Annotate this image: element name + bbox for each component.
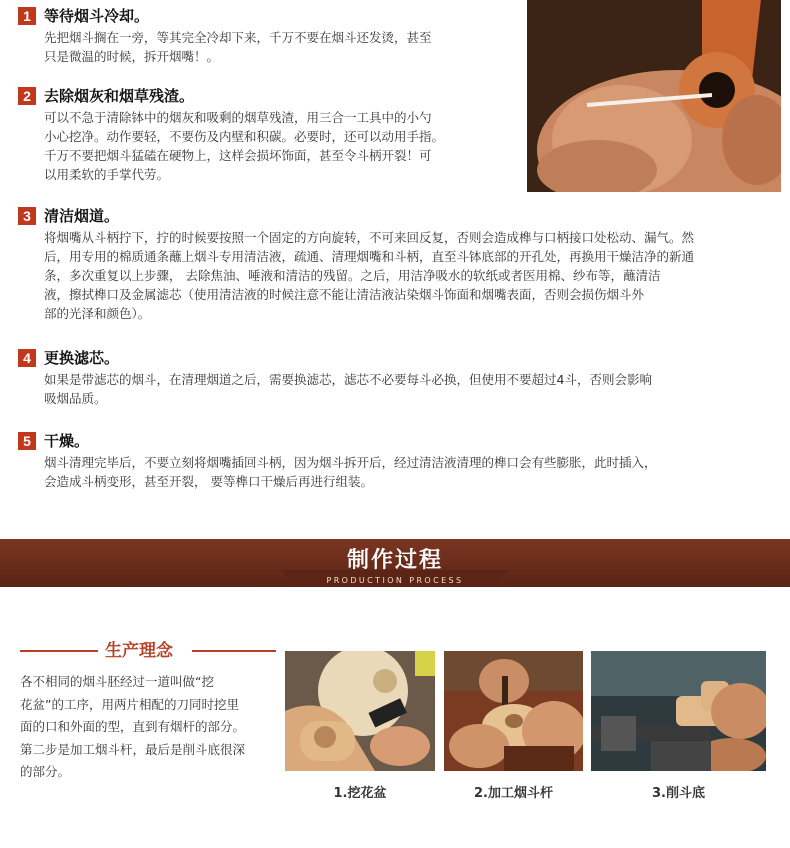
bottom-shaving-illustration (591, 651, 766, 771)
heading-divider-right (192, 650, 276, 652)
step-line: 只是微温的时候，拆开烟嘴！。 (44, 49, 220, 64)
step-line: 烟斗清理完毕后，不要立刻将烟嘴插回斗柄，因为烟斗拆开后，经过清洁液清理的榫口会有些膨胀，此时插入， (44, 455, 657, 470)
step-number-badge: 1 (18, 7, 36, 25)
step-number-badge: 3 (18, 207, 36, 225)
step-line: 可以不急于清除钵中的烟灰和吸剩的烟草残渣，用三合一工具中的小勺 (44, 110, 432, 125)
concept-title: 生产理念 (105, 641, 173, 661)
concept-line: 第二步是加工烟斗杆，最后是削斗底很深 (20, 741, 246, 757)
process-photo-3 (591, 651, 766, 771)
banner-title: 制作过程 (346, 548, 443, 573)
step-line: 后，用专用的棉质通条蘸上烟斗专用清洁液，疏通、清理烟嘴和斗柄，直至斗钵底部的开孔处，再换用干燥洁净的新通 (44, 249, 695, 264)
banner-subtitle: PRODUCTION PROCESS (326, 576, 464, 585)
step-line: 条，多次重复以上步骤， 去除焦油、唾液和清洁的残留。之后，用洁净吸水的软纸或者医用棉、纱布等，蘸清洁 (44, 268, 661, 283)
step-line: 以用柔软的手掌代劳。 (44, 167, 170, 182)
step-body (44, 108, 444, 184)
step-line: 千万不要把烟斗猛磕在硬物上，这样会损坏饰面，甚至令斗柄开裂！可 (44, 148, 432, 163)
step-line: 部的光泽和颜色）。 (44, 306, 151, 321)
process-photo-2 (444, 651, 583, 771)
step-line: 如果是带滤芯的烟斗，在清理烟道之后，需要换滤芯，滤芯不必要每斗必换，但使用不要超过4斗，否则会影响 (44, 372, 652, 387)
step-body (44, 453, 657, 491)
heading-divider-left (20, 650, 98, 652)
step-title: 等待烟斗冷却。 (44, 7, 150, 25)
pipe-cleaning-illustration (527, 0, 781, 192)
process-caption-1: 1.挖花盆 (333, 786, 387, 801)
step-title: 干燥。 (44, 432, 90, 450)
step-line: 吸烟品质。 (44, 391, 107, 406)
concept-line: 花盆”的工序，用两片相配的刀同时挖里 (20, 696, 239, 712)
stem-carving-illustration (444, 651, 583, 771)
concept-line: 面的口和外面的型，直到有烟杆的部分。 (20, 719, 246, 734)
step-number-badge: 4 (18, 349, 36, 367)
step-number-badge: 5 (18, 432, 36, 450)
step-line: 先把烟斗搁在一旁，等其完全冷却下来，千万不要在烟斗还发烫，甚至 (44, 30, 432, 45)
step-body (44, 370, 652, 408)
step-line: 会造成斗柄变形，甚至开裂， 要等榫口干燥后再进行组装。 (44, 474, 373, 489)
concept-heading (20, 640, 275, 662)
step-body (44, 28, 432, 66)
step-line: 小心挖净。动作要轻，不要伤及内壁和积碳。必要时，还可以动用手指。 (44, 129, 445, 144)
concept-body (20, 671, 278, 784)
step-line: 将烟嘴从斗柄拧下，拧的时候要按照一个固定的方向旋转，不可来回反复，否则会造成榫与口柄接口处松动、漏气。然 (44, 230, 695, 245)
pipe-cleaning-photo (527, 0, 781, 192)
step-line: 液，擦拭榫口及金属滤芯（使用清洁液的时候注意不能让清洁液沾染烟斗饰面和烟嘴表面，否则会损伤烟斗外 (44, 287, 645, 302)
process-caption-2: 2.加工烟斗杆 (474, 786, 553, 801)
process-caption-3: 3.削斗底 (652, 786, 705, 801)
step-title: 更换滤芯。 (44, 349, 120, 367)
concept-line: 各不相同的烟斗胚经过一道叫做“挖 (20, 674, 214, 689)
step-title: 清洁烟道。 (44, 207, 120, 225)
bowl-carving-illustration (285, 651, 435, 771)
step-number-badge: 2 (18, 87, 36, 105)
process-photo-1 (285, 651, 435, 771)
step-body (44, 228, 694, 323)
step-title: 去除烟灰和烟草残渣。 (44, 87, 195, 105)
concept-line: 的部分。 (20, 764, 71, 779)
